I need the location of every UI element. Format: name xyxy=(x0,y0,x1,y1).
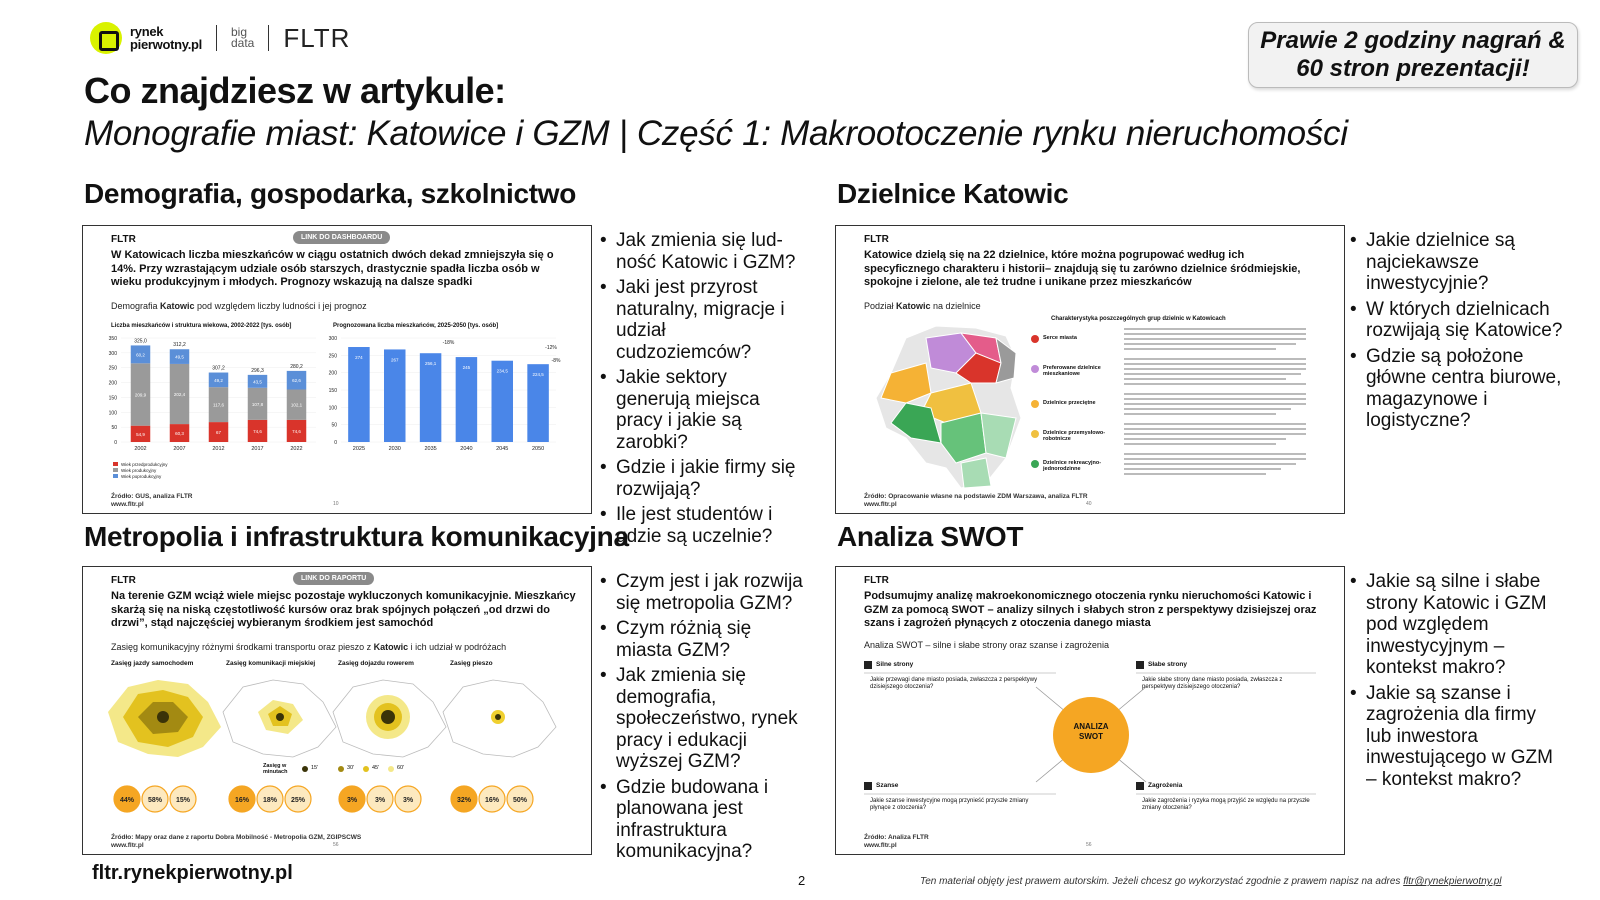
section-title-metropolia: Metropolia i infrastruktura komunikacyjna xyxy=(84,521,629,552)
question-item: • Jak zmienia się lud-ność Katowic i GZM? xyxy=(600,230,805,273)
promo-badge xyxy=(1248,22,1578,88)
footer-page-number: 2 xyxy=(798,873,806,888)
legend-value: 60' xyxy=(397,765,405,771)
bigdata-logo: big data xyxy=(231,25,255,50)
x-tick-label: 2035 xyxy=(424,446,437,452)
slide-footer: Źródło: GUS, analiza FLTR www.fltr.pl xyxy=(111,493,193,508)
katowice-map xyxy=(876,326,1021,488)
demografia-charts xyxy=(83,226,592,514)
share-percent-label: 32% xyxy=(456,797,472,804)
bar-total-label: 325,0 xyxy=(134,338,147,345)
slide-metropolia[interactable] xyxy=(82,566,592,855)
bar-value-label: 49,2 xyxy=(214,377,223,383)
brand-logos xyxy=(90,20,350,56)
group-description-lines xyxy=(1124,329,1306,474)
fltr-logo: FLTR xyxy=(283,22,351,53)
legend-value: 45' xyxy=(372,765,380,771)
slide-page-number: 40 xyxy=(1086,501,1092,507)
bar-total-label: 312,2 xyxy=(173,342,186,349)
group-markers xyxy=(1031,335,1039,468)
footer-site-link[interactable]: fltr.rynekpierwotny.pl xyxy=(92,862,293,884)
legend-label: Wiek produkcyjny xyxy=(121,468,157,473)
map-walk xyxy=(443,680,556,757)
bar-value-label: 117,6 xyxy=(213,402,224,408)
y-tick-label: 100 xyxy=(108,410,117,417)
bar-value-label: 49,5 xyxy=(175,354,184,360)
map-title-public: Zasięg komunikacji miejskiej xyxy=(226,660,316,667)
bar-value-label: 267 xyxy=(390,357,399,363)
bar-total-label: 280,2 xyxy=(290,363,303,370)
slide-footer: Źródło: Mapy oraz dane z raportu Dobra Mobilność - Metropolia GZM, ZGIPSCWS www.fltr.pl xyxy=(111,834,362,849)
share-percent-label: 15% xyxy=(175,797,191,804)
change-label: -8% xyxy=(551,358,561,364)
bar-value-label: 245 xyxy=(462,365,471,371)
questions-metropolia xyxy=(600,571,810,867)
group-label: Dzielnice przeciętne xyxy=(1043,400,1096,406)
share-percent-label: 58% xyxy=(147,797,163,804)
slide-caption: Demografia Katowic pod względem liczby ludności i jej prognoz xyxy=(111,301,367,311)
legend-swatch xyxy=(113,474,118,478)
section-title-dzielnice: Dzielnice Katowic xyxy=(837,178,1069,209)
slide-brand: FLTR xyxy=(864,575,889,586)
slide-page-number: 56 xyxy=(333,842,339,848)
y-tick-label: 150 xyxy=(108,395,117,402)
question-item: • Czym różnią się miasta GZM? xyxy=(600,618,810,661)
question-item: • Jak zmienia się demografia, społeczeństwo, rynek pracy i edukacji wyższej GZM? xyxy=(600,665,810,773)
question-item: • Gdzie i jakie firmy się rozwijają? xyxy=(600,457,805,500)
group-label: Serce miasta xyxy=(1043,335,1077,341)
promo-line-2: 60 stron prezentacji! xyxy=(1296,55,1530,82)
bar-value-label: 43,5 xyxy=(253,379,262,385)
swot-weaknesses-text: Jakie słabe strony dane miasto posiada, zwłaszcza z perspektywy dzisiejszego otoczenia? xyxy=(1142,677,1283,690)
swot-opportunities-title: Szanse xyxy=(876,782,899,789)
y-tick-label: 300 xyxy=(108,350,117,357)
x-tick-label: 2007 xyxy=(173,446,186,452)
groups-table-title: Charakterystyka poszczególnych grup dzielnic w Katowicach xyxy=(1051,316,1226,322)
section-title-demografia: Demografia, gospodarka, szkolnictwo xyxy=(84,178,577,209)
x-tick-label: 2022 xyxy=(290,446,303,452)
bar-value-label: 60,3 xyxy=(175,431,184,437)
swot-threats-title: Zagrożenia xyxy=(1148,782,1183,789)
swot-center-label: ANALIZA SWOT xyxy=(1073,722,1109,741)
slide-footer: Źródło: Analiza FLTR www.fltr.pl xyxy=(864,834,929,849)
bar-value-label: 224,5 xyxy=(532,372,544,378)
page-subtitle: Monografie miast: Katowice i GZM | Część 1: Makrootoczenie rynku nieruchomości xyxy=(84,114,1348,153)
x-tick-label: 2030 xyxy=(388,446,401,452)
group-label: Dzielnice rekreacyjno-jednorodzinne xyxy=(1043,460,1102,472)
y-tick-label: 250 xyxy=(108,365,117,372)
bar-value-label: 67 xyxy=(215,430,222,436)
share-percent-label: 18% xyxy=(262,797,278,804)
right-chart-title: Prognozowana liczba mieszkańców, 2025-2050 [tys. osób] xyxy=(333,323,499,329)
slide-lead: W Katowicach liczba mieszkańców w ciągu ostatnich dwóch dekad zmniejszyła się o 14%. Przy wzrastającym udziale osób starszych, drastycznie spadła liczba osób w wieku produkcyjnym i młodych. Prognozy wskazują na dalsze spadki xyxy=(111,249,554,288)
bar-value-label: 256,1 xyxy=(424,361,437,367)
x-tick-label: 2025 xyxy=(352,446,366,452)
question-item: • Ile jest studentów i gdzie są uczelnie? xyxy=(600,504,805,547)
group-label: Preferowane dzielnice mieszkaniowe xyxy=(1043,365,1101,377)
x-tick-label: 2045 xyxy=(496,446,509,452)
change-label: -12% xyxy=(545,345,557,351)
question-item: • Jaki jest przyrost naturalny, migracje i udział cudzoziemców? xyxy=(600,277,805,363)
slide-page-number: 56 xyxy=(1086,842,1092,848)
footer-copyright: Ten materiał objęty jest prawem autorskim. Jeżeli chcesz go wykorzystać zgodnie z prawem napisz na adres fltr@rynekpierwotny.pl xyxy=(920,876,1502,887)
slide-caption: Analiza SWOT – silne i słabe strony oraz szanse i zagrożenia xyxy=(864,640,1109,650)
share-bubbles xyxy=(114,786,533,812)
questions-swot xyxy=(1350,571,1565,794)
bar-value-label: 62,6 xyxy=(292,378,301,384)
map-bike xyxy=(333,680,446,757)
change-label: -18% xyxy=(442,340,455,346)
question-item: • Jakie dzielnice są najciekawsze inwestycyjnie? xyxy=(1350,230,1565,295)
legend-swatch xyxy=(113,468,118,472)
bar-value-label: 274 xyxy=(355,355,363,361)
y-tick-label: 300 xyxy=(328,336,337,342)
y-tick-label: 200 xyxy=(328,370,337,377)
questions-demografia xyxy=(600,230,805,551)
share-percent-label: 3% xyxy=(374,797,386,804)
page-title: Co znajdziesz w artykule: xyxy=(84,70,506,111)
share-percent-label: 16% xyxy=(234,797,250,804)
question-item: • Gdzie są położone główne centra biurowe, magazynowe i logistyczne? xyxy=(1350,346,1565,432)
footer-email-link[interactable]: fltr@rynekpierwotny.pl xyxy=(1403,876,1502,887)
question-item: • W których dzielnicach rozwijają się Katowice? xyxy=(1350,299,1565,342)
question-item: • Jakie sektory generują miejsca pracy i jakie są zarobki? xyxy=(600,367,805,453)
x-tick-label: 2017 xyxy=(251,446,264,452)
map-public xyxy=(223,680,336,757)
y-tick-label: 50 xyxy=(111,425,117,432)
forecast-bar xyxy=(384,349,406,442)
question-item: • Jakie są szanse i zagrożenia dla firmy lub inwestora inwestującego w GZM – kontekst makro? xyxy=(1350,683,1565,791)
logo-divider xyxy=(268,25,269,51)
legend-value: 30' xyxy=(347,765,355,771)
map-title-walk: Zasięg pieszo xyxy=(450,660,493,667)
slide-caption: Podział Katowic na dzielnice xyxy=(864,301,981,311)
bar-total-label: 296,3 xyxy=(251,367,264,374)
swot-weaknesses-title: Słabe strony xyxy=(1148,661,1188,668)
slide-caption: Zasięg komunikacyjny różnymi środkami transportu oraz pieszo z Katowic i ich udział w podróżach xyxy=(111,642,507,652)
question-item: • Czym jest i jak rozwija się metropolia GZM? xyxy=(600,571,810,614)
y-tick-label: 150 xyxy=(328,388,337,394)
rynekpierwotny-logo-text: rynek pierwotny.pl xyxy=(130,24,202,52)
slide-dzielnice[interactable] xyxy=(835,225,1345,514)
slide-page-number: 10 xyxy=(333,501,339,507)
share-percent-label: 44% xyxy=(119,797,135,804)
y-tick-label: 0 xyxy=(334,440,337,446)
map-car xyxy=(108,680,221,757)
promo-line-1: Prawie 2 godziny nagrań & xyxy=(1260,27,1566,54)
y-tick-label: 50 xyxy=(331,422,337,429)
slide-lead: Podsumujmy analizę makroekonomicznego otoczenia rynku nieruchomości Katowic i GZM za pomocą SWOT – analizy silnych i słabych stron z perspektywy dzisiejszej oraz szans i zagrożeń płynących z otoczenia danego miasta xyxy=(864,590,1317,629)
slide-footer: Źródło: Opracowanie własne na podstawie ZDM Warszawa, analiza FLTR www.fltr.pl xyxy=(864,493,1088,508)
slide-brand: FLTR xyxy=(111,575,136,586)
section-title-swot: Analiza SWOT xyxy=(837,521,1024,552)
question-item: • Gdzie budowana i planowana jest infrastruktura komunikacyjna? xyxy=(600,777,810,863)
left-chart-title: Liczba mieszkańców i struktura wiekowa, 2002-2022 [tys. osób] xyxy=(111,323,292,329)
logo-divider xyxy=(216,25,217,51)
group-label: Dzielnice przemysłowo-robotnicze xyxy=(1043,430,1106,442)
reach-maps xyxy=(83,567,592,855)
bar-value-label: 107,8 xyxy=(251,401,264,407)
slide-brand: FLTR xyxy=(111,234,136,245)
slide-brand: FLTR xyxy=(864,234,889,245)
bar-total-label: 307,2 xyxy=(212,365,225,372)
questions-dzielnice xyxy=(1350,230,1565,436)
swot-threats-text: Jakie zagrożenia i ryzyka mogą przyjść ze względu na przyszłe zmiany otoczenia? xyxy=(1142,798,1310,811)
y-tick-label: 200 xyxy=(108,380,117,387)
x-tick-label: 2040 xyxy=(460,446,473,452)
y-tick-label: 250 xyxy=(328,353,337,360)
legend-label: Wiek poprodukcyjny xyxy=(121,474,162,479)
bar-value-label: 74,6 xyxy=(292,428,301,434)
y-tick-label: 0 xyxy=(114,440,117,446)
map-title-bike: Zasięg dojazdu rowerem xyxy=(338,660,414,667)
bar-value-label: 60,2 xyxy=(136,352,145,358)
share-percent-label: 3% xyxy=(346,797,358,804)
map-title-car: Zasięg jazdy samochodem xyxy=(111,660,194,667)
slide-lead: Katowice dzielą się na 22 dzielnice, które można pogrupować według ich specyficznego charakteru i historii– znajdują się tu zarówno dzielnice śródmiejskie, spokojne i zielone, ale też trudne i unikane przez mieszkańców xyxy=(864,249,1301,288)
share-percent-label: 25% xyxy=(290,797,306,804)
legend-swatch xyxy=(113,462,118,466)
dashboard-link-pill[interactable]: LINK DO DASHBOARDU xyxy=(293,231,390,244)
bar-value-label: 202,4 xyxy=(173,392,186,398)
share-percent-label: 50% xyxy=(512,797,528,804)
report-link-pill[interactable]: LINK DO RAPORTU xyxy=(293,572,374,585)
slide-demografia[interactable] xyxy=(82,225,592,514)
y-tick-label: 350 xyxy=(108,336,117,342)
share-percent-label: 3% xyxy=(402,797,414,804)
forecast-bar xyxy=(420,353,442,442)
bar-value-label: 74,6 xyxy=(253,428,262,434)
swot-strengths-text: Jakie przewagi dane miasto posiada, zwłaszcza z perspektywy dzisiejszego otoczenia? xyxy=(870,677,1038,690)
question-item: • Jakie są silne i słabe strony Katowic i GZM pod względem inwestycyjnym – kontekst makro? xyxy=(1350,571,1565,679)
x-tick-label: 2012 xyxy=(212,446,225,452)
bar-value-label: 102,1 xyxy=(290,402,303,408)
share-percent-label: 16% xyxy=(484,797,500,804)
slide-lead: Na terenie GZM wciąż wiele miejsc pozostaje wykluczonych komunikacyjnie. Mieszkańcy skarżą się na niską częstotliwość kursów oraz brak spójnych połączeń „od drzwi do drzwi”, stąd najczęściej wybieranym środkiem jest samochód xyxy=(111,590,576,629)
swot-opportunities-text: Jakie szanse inwestycyjne mogą przynieść przyszłe zmiany płynące z otoczenia? xyxy=(870,798,1029,811)
swot-strengths-title: Silne strony xyxy=(876,661,914,668)
forecast-bar xyxy=(348,347,370,442)
x-tick-label: 2002 xyxy=(134,446,147,452)
slide-swot[interactable] xyxy=(835,566,1345,855)
reach-legend-label: Zasięg w minutach xyxy=(263,763,288,775)
rynekpierwotny-logo-icon xyxy=(90,22,122,54)
bar-value-label: 209,9 xyxy=(134,392,147,398)
y-tick-label: 100 xyxy=(328,405,337,412)
legend-label: Wiek przedprodukcyjny xyxy=(121,462,168,467)
bar-value-label: 234,5 xyxy=(496,368,508,374)
legend-value: 15' xyxy=(311,765,319,771)
bar-value-label: 54,9 xyxy=(136,431,145,437)
x-tick-label: 2050 xyxy=(531,446,545,452)
